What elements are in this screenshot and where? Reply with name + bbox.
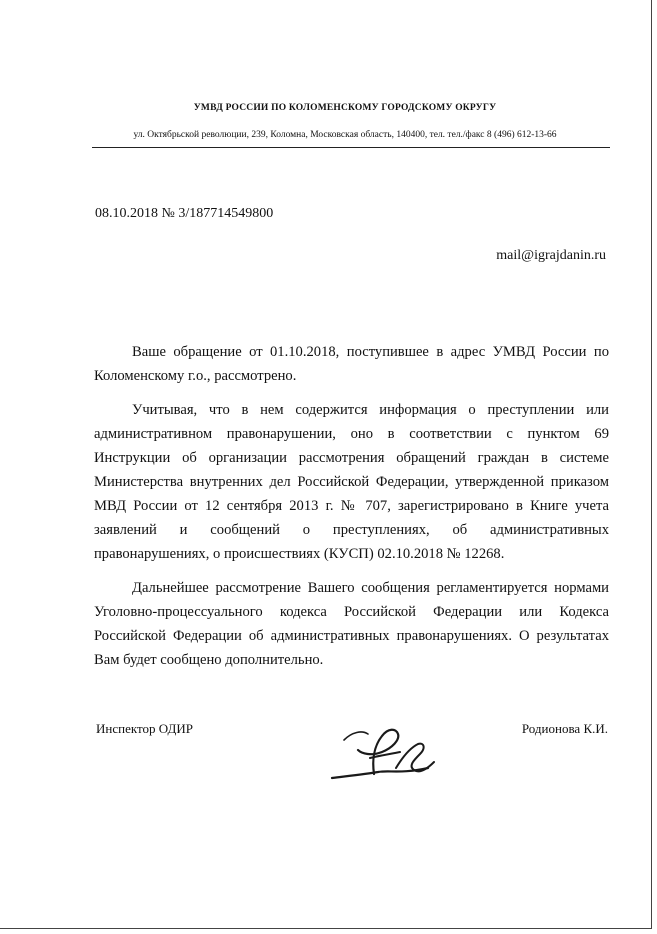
organization-header: УМВД РОССИИ ПО КОЛОМЕНСКОМУ ГОРОДСКОМУ ОКРУГУ <box>193 103 497 113</box>
letter-body <box>94 340 609 682</box>
header-divider <box>92 147 610 148</box>
body-paragraph: Дальнейшее рассмотрение Вашего сообщения регламентируется нормами Уголовно-процессуального кодекса Российской Федерации или Кодекса Российской Федерации об административных правонарушениях. О результатах Вам будет сообщено дополнительно. <box>94 580 609 668</box>
handwritten-signature <box>318 718 442 790</box>
signer-position: Инспектор ОДИР <box>96 721 193 736</box>
body-paragraph: Ваше обращение от 01.10.2018, поступившее в адрес УМВД России по Коломенскому г.о., рассмотрено. <box>94 344 609 384</box>
signer-name: Родионова К.И. <box>521 721 608 736</box>
organization-address: ул. Октябрьской революции, 239, Коломна, Московская область, 140400, тел. тел./факс 8 (496) 612-13-66 <box>133 130 557 140</box>
recipient-email: mail@igrajdanin.ru <box>496 248 606 263</box>
document-reference: 08.10.2018 № 3/187714549800 <box>95 206 274 221</box>
body-paragraph: Учитывая, что в нем содержится информация о преступлении или административном правонарушении, оно в соответствии с пунктом 69 Инструкции об организации рассмотрения обращений граждан в системе Министерства внутренних дел Российской Федерации, утвержденной приказом МВД России от 12 сентября 2013 г. № 707, зарегистрировано в Книге учета заявлений и сообщений о преступлениях, об административных правонарушениях, о происшествиях (КУСП) 02.10.2018 № 12268. <box>94 402 609 562</box>
